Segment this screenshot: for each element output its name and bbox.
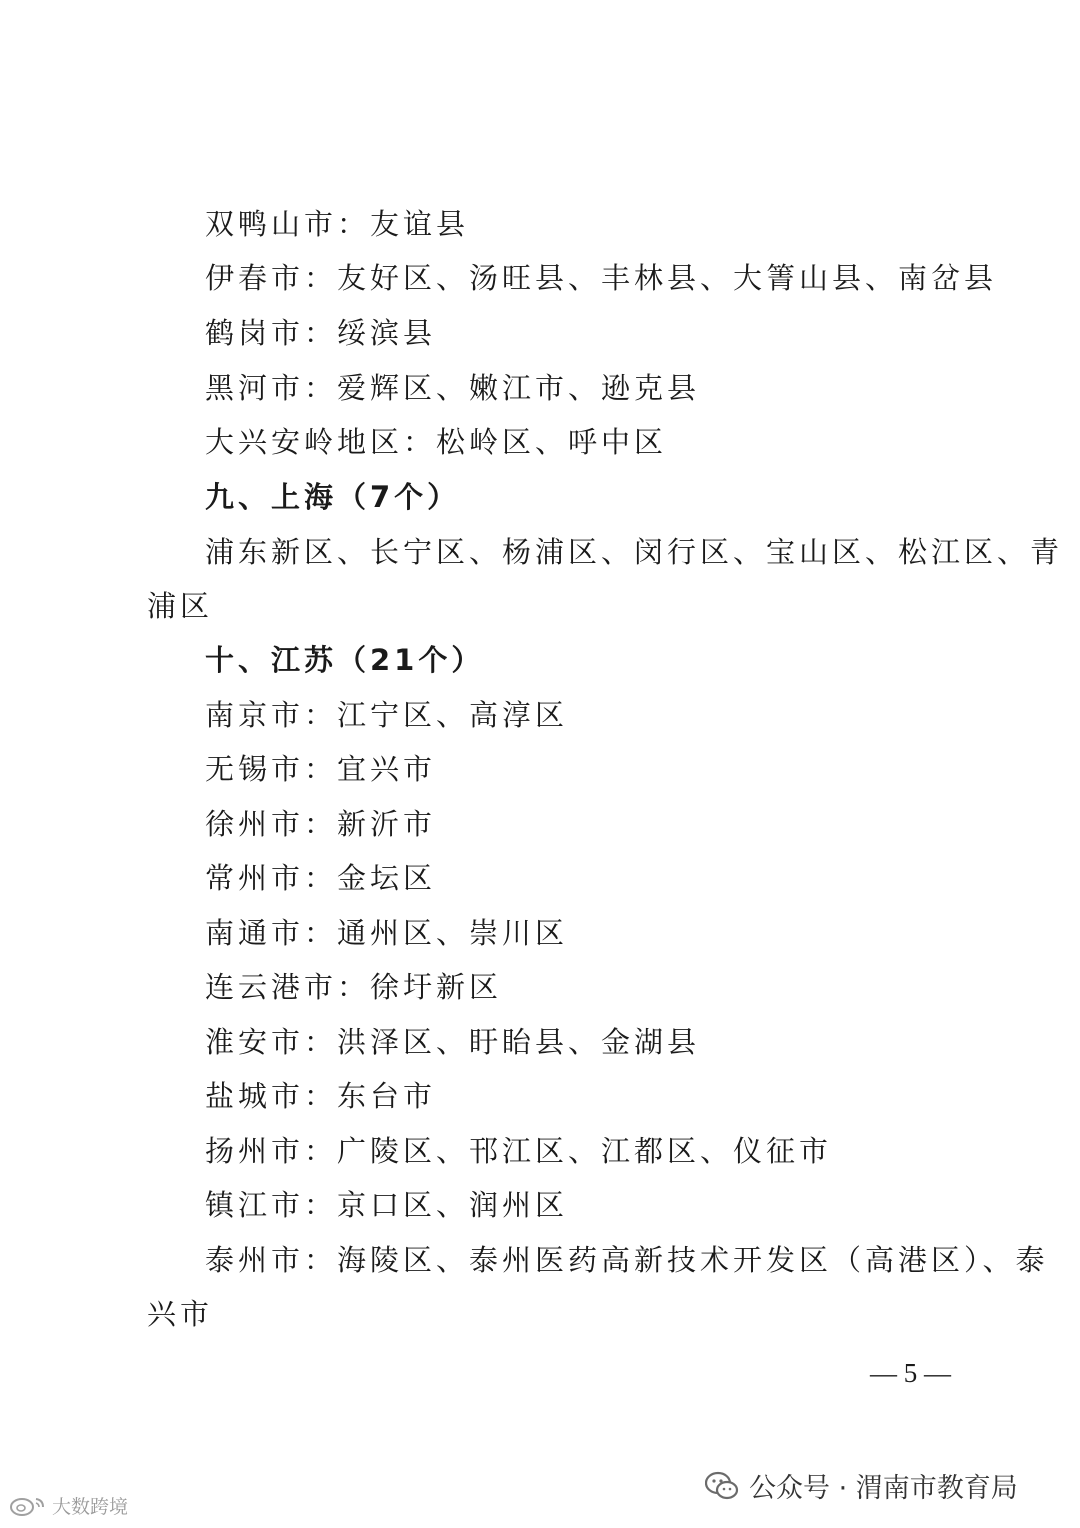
text-line-continuation: 浦区: [147, 589, 214, 623]
text-line: 无锡市：宜兴市: [205, 752, 437, 786]
page-number: — 5 —: [870, 1358, 951, 1388]
text-line: 扬州市：广陵区、邗江区、江都区、仪征市: [205, 1134, 833, 1168]
section-heading-jiangsu: 十、江苏（21个）: [205, 643, 485, 677]
text-line: 镇江市：京口区、润州区: [205, 1188, 569, 1222]
text-line: 连云港市：徐圩新区: [205, 970, 503, 1004]
watermark: [8, 1492, 128, 1519]
text-line: 常州市：金坛区: [205, 861, 437, 895]
text-line-continuation: 兴市: [147, 1297, 214, 1331]
text-line: 大兴安岭地区：松岭区、呼中区: [205, 425, 668, 459]
wechat-account-footer[interactable]: [705, 1466, 1018, 1505]
text-line: 黑河市：爱辉区、嫩江市、逊克县: [205, 371, 701, 405]
weibo-icon: [8, 1495, 48, 1517]
text-line: 双鸭山市：友谊县: [205, 207, 470, 241]
text-line: 泰州市：海陵区、泰州医药高新技术开发区（高港区）、泰: [205, 1243, 1049, 1277]
wechat-account-name: 公众号 · 渭南市教育局: [749, 1473, 1018, 1504]
text-line: 淮安市：洪泽区、盱眙县、金湖县: [205, 1025, 701, 1059]
watermark-text: 大数跨境: [52, 1496, 129, 1518]
text-line: 鹤岗市：绥滨县: [205, 316, 437, 350]
section-heading-shanghai: 九、上海（7个）: [205, 480, 461, 514]
text-line: 南通市：通州区、崇川区: [205, 916, 569, 950]
text-line: 徐州市：新沂市: [205, 807, 437, 841]
text-line: 伊春市：友好区、汤旺县、丰林县、大箐山县、南岔县: [205, 261, 998, 295]
text-line: 南京市：江宁区、高淳区: [205, 698, 569, 732]
text-line: 浦东新区、长宁区、杨浦区、闵行区、宝山区、松江区、青: [205, 535, 1064, 569]
text-line: 盐城市：东台市: [205, 1079, 437, 1113]
wechat-icon: [705, 1471, 739, 1501]
